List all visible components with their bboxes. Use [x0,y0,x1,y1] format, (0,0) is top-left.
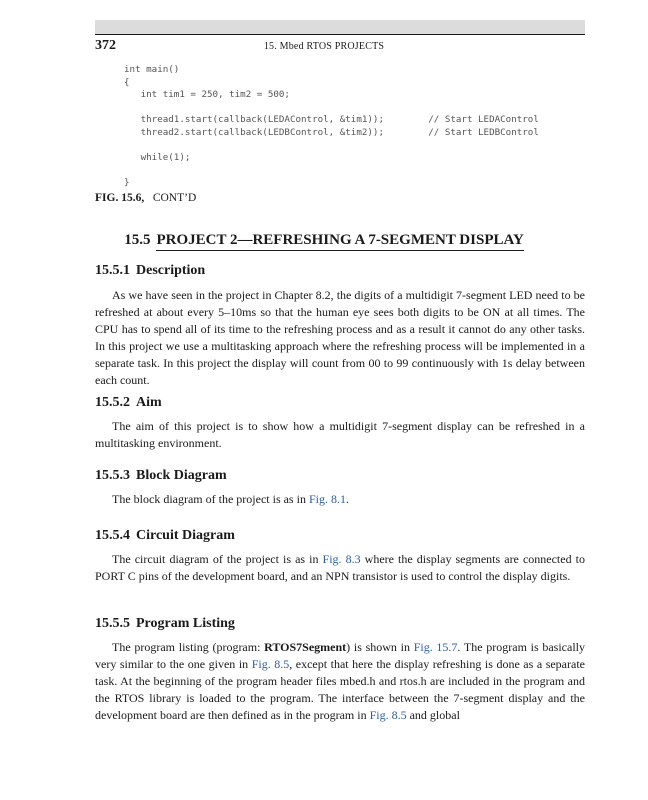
section-title: PROJECT 2—REFRESHING A 7-SEGMENT DISPLAY [156,232,523,251]
text-run: , except that here the display refreshing is done as a separate task. At the beginning of the program header files mbed.h and rtos.h are included in the program and the RTOS library is loaded to the program. The interface between the 7-segment display and the development board are then defined as in the program in [95,657,585,722]
subsection-number: 15.5.5 [95,616,130,631]
text-run: and global [406,708,460,722]
subsection-title: Program Listing [136,616,235,631]
figure-link[interactable]: Fig. 8.5 [251,657,290,671]
subsection-number: 15.5.4 [95,528,130,543]
code-line: thread1.start(callback(LEDAControl, &tim1)); // Start LEDAControl [124,114,539,125]
subsection-title: Description [136,263,206,278]
code-line: thread2.start(callback(LEDBControl, &tim2)); // Start LEDBControl [124,126,539,138]
figure-link[interactable]: Fig. 8.1 [308,492,346,506]
subsection-heading-circuit-diagram [95,528,235,544]
circuit-diagram-paragraph [95,551,585,585]
block-diagram-paragraph [95,491,585,508]
subsection-title: Block Diagram [136,468,227,483]
text-run: ) is shown in [346,640,414,654]
subsection-number: 15.5.2 [95,395,130,410]
text-run: where the display segments are connected to PORT C pins of the development board, and an NPN transistor is used to control the display digits. [95,552,585,583]
description-paragraph: As we have seen in the project in Chapter 8.2, the digits of a multidigit 7-segment LED need to be refreshed at about every 5–10ms so that the human eye sees both digits to be ON at all times. The CPU has to spend all of its time to the refreshing process and as a result it cannot do any other tasks. In this project we use a multitasking approach where the refreshing process will be implemented in a separate task. In this project the display will count from 00 to 99 continuously with 1s delay between each count. [95,288,585,387]
header-rule [95,34,585,35]
figure-link[interactable]: Fig. 8.5 [369,708,407,722]
text-run: The program listing (program: [112,640,265,654]
text-run: . [345,492,349,506]
subsection-heading-block-diagram [95,468,227,484]
code-line: } [124,176,130,188]
page-number: 372 [95,38,116,53]
aim-paragraph: The aim of this project is to show how a multidigit 7-segment display can be refreshed in a multitasking environment. [95,419,585,450]
subsection-heading-aim [95,395,162,411]
subsection-number: 15.5.3 [95,468,130,483]
section-number: 15.5 [124,232,151,248]
text-run: The block diagram of the project is as in [112,492,309,506]
subsection-heading-description [95,263,205,279]
caption-text: CONT’D [152,192,197,204]
caption-label: FIG. 15.6, [95,192,145,204]
header-bar [95,20,585,34]
program-listing-paragraph [95,639,585,724]
subsection-number: 15.5.1 [95,263,130,278]
code-line: { [124,76,130,88]
subsection-title: Circuit Diagram [136,528,235,543]
running-head: 15. Mbed RTOS PROJECTS [263,41,385,52]
figure-link[interactable]: Fig. 8.3 [322,552,361,566]
section-heading [0,232,648,249]
code-line: int main() [124,64,180,75]
text-run: The circuit diagram of the project is as in [112,552,323,566]
subsection-title: Aim [136,395,162,410]
code-listing [124,64,539,189]
program-name: RTOS7Segment [264,640,347,654]
code-line: while(1); [124,151,191,163]
text-run: . The program is basically very similar to the one given in [95,640,585,671]
figure-link[interactable]: Fig. 15.7 [413,640,458,654]
subsection-heading-program-listing [95,616,235,632]
figure-caption [95,192,196,204]
code-line: int tim1 = 250, tim2 = 500; [124,89,290,100]
